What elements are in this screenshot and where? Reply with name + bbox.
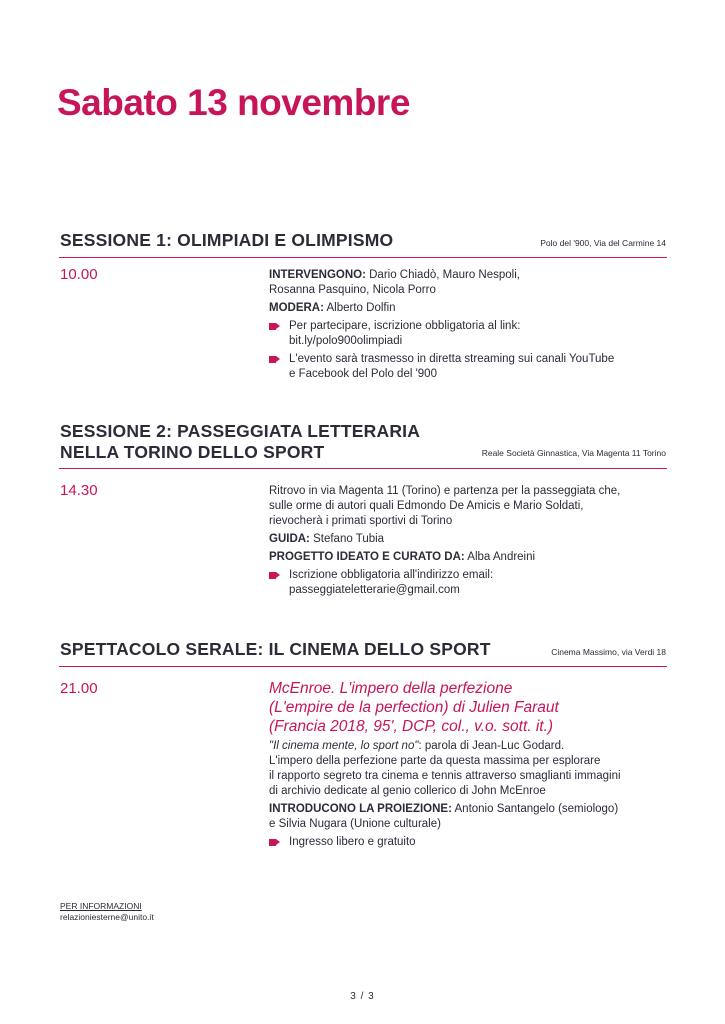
contact-email-link[interactable]: relazioniesterne@unito.it (60, 912, 154, 922)
film-title-line: (L'empire de la perfection) di Julien Faraut (269, 699, 559, 716)
session-1-title: SESSIONE 1: OLIMPIADI E OLIMPISMO (60, 230, 394, 250)
session-3-title: SPETTACOLO SERALE: IL CINEMA DELLO SPORT (60, 639, 491, 659)
session-1-details (269, 268, 669, 385)
bullet-text: e Facebook del Polo del '900 (289, 368, 437, 380)
session-3-details (269, 679, 669, 853)
session-1-divider (59, 257, 667, 258)
description-line: il rapporto segreto tra cinema e tennis attraverso smaglianti immagini (269, 770, 621, 782)
session-2-venue: Reale Società Ginnastica, Via Magenta 11 Torino (481, 448, 666, 458)
moderator (269, 301, 669, 316)
guide (269, 532, 669, 547)
bullet-text: Ingresso libero e gratuito (289, 836, 416, 848)
film-title-line: (Francia 2018, 95', DCP, col., v.o. sott. it.) (269, 718, 554, 735)
speakers (269, 268, 669, 298)
description-line: L'impero della perfezione parte da questa massima per esplorare (269, 755, 601, 767)
film-title-line: McEnroe. L'impero della perfezione (269, 680, 513, 697)
session-3-time: 21.00 (60, 680, 98, 697)
speakers-line1: Dario Chiadò, Mauro Nespoli, (365, 269, 520, 281)
list-item (269, 835, 669, 850)
page-number: 3 / 3 (350, 991, 375, 1002)
page-title: Sabato 13 novembre (57, 82, 410, 123)
godard-quote: "Il cinema mente, lo sport no" (269, 740, 419, 752)
session-2-title-line1: SESSIONE 2: PASSEGGIATA LETTERARIA (60, 421, 421, 441)
speakers-label: INTERVENGONO: (269, 269, 366, 281)
film-title (269, 679, 669, 736)
description-line: rievocherà i primati sportivi di Torino (269, 515, 453, 527)
introducers-line2: e Silvia Nugara (Unione culturale) (269, 818, 441, 830)
info-label: PER INFORMAZIONI (60, 901, 142, 911)
description-line: sulle orme di autori quali Edmondo De Amicis e Mario Soldati, (269, 500, 584, 512)
introducers-label: INTRODUCONO LA PROIEZIONE: (269, 803, 452, 815)
list-item (269, 319, 669, 349)
description-line: : parola di Jean-Luc Godard. (418, 740, 565, 752)
contact-info (60, 901, 154, 923)
session-2-title-line2: NELLA TORINO DELLO SPORT (60, 442, 325, 462)
introducers (269, 802, 669, 832)
bullet-text: Iscrizione obbligatoria all'indirizzo email: (289, 569, 494, 581)
speakers-line2: Rosanna Pasquino, Nicola Porro (269, 284, 436, 296)
description-line: Ritrovo in via Magenta 11 (Torino) e partenza per la passeggiata che, (269, 485, 621, 497)
session-1-time: 10.00 (60, 266, 98, 283)
bullet-text: L'evento sarà trasmesso in diretta streaming sui canali YouTube (289, 353, 615, 365)
session-3-divider (59, 666, 667, 667)
guide-label: GUIDA: (269, 533, 310, 545)
list-item (269, 568, 669, 598)
description-line: di archivio dedicate al genio collerico di John McEnroe (269, 785, 546, 797)
introducers-value: Antonio Santangelo (semiologo) (451, 803, 619, 815)
session-2-time: 14.30 (60, 482, 98, 499)
bullet-text: Per partecipare, iscrizione obbligatoria al link: (289, 320, 521, 332)
session-2-divider (59, 468, 667, 469)
session-2-title (60, 421, 420, 463)
list-item (269, 352, 669, 382)
project-value: Alba Andreini (464, 551, 536, 563)
project-credit (269, 550, 669, 565)
guide-value: Stefano Tubia (309, 533, 385, 545)
project-label: PROGETTO IDEATO E CURATO DA: (269, 551, 465, 563)
description (269, 484, 669, 529)
session-1-venue: Polo del '900, Via del Carmine 14 (540, 238, 666, 248)
moderator-label: MODERA: (269, 302, 324, 314)
session-3-venue: Cinema Massimo, via Verdi 18 (551, 647, 666, 657)
film-description (269, 739, 669, 799)
session-2-details (269, 484, 669, 601)
moderator-value: Alberto Dolfin (323, 302, 396, 314)
registration-email-link[interactable]: passeggiateletterarie@gmail.com (289, 584, 460, 596)
registration-link[interactable]: bit.ly/polo900olimpiadi (289, 335, 403, 347)
